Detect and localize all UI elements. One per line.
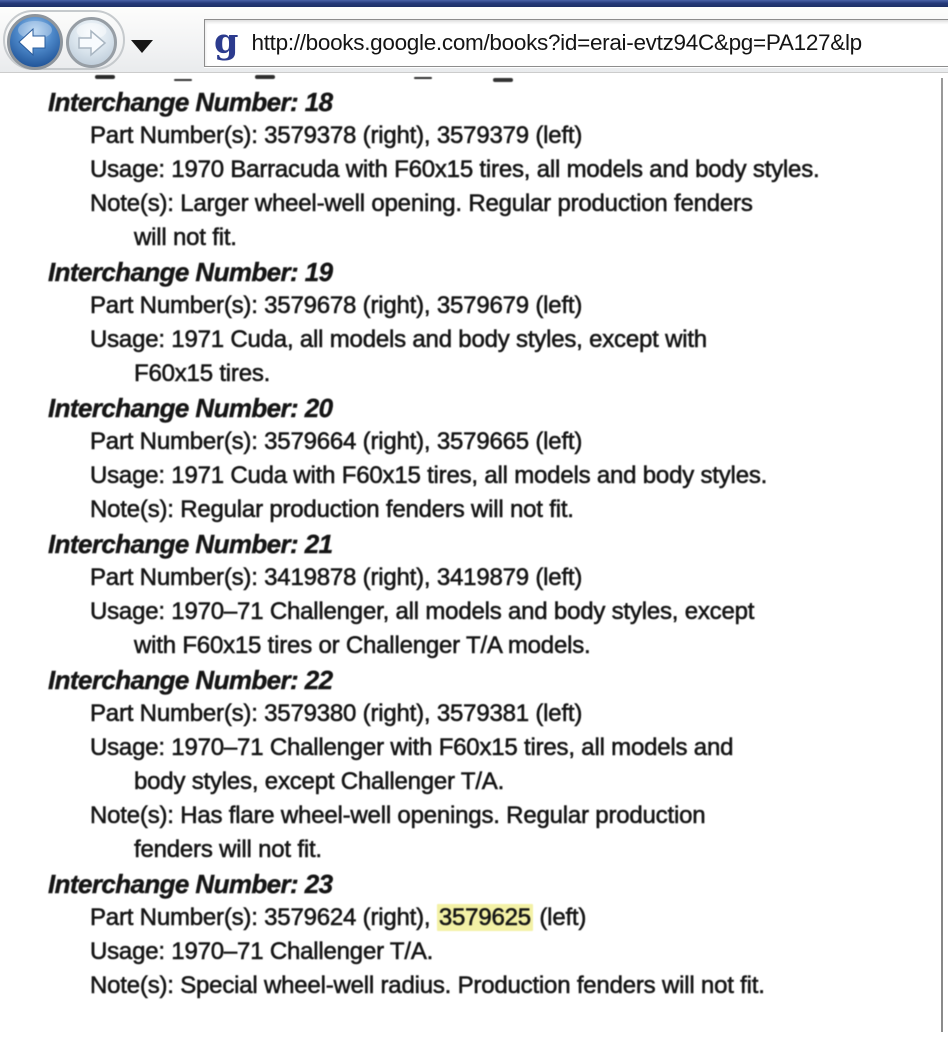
book-page-scan: [0, 74, 940, 1050]
usage-line: Usage: 1970–71 Challenger with F60x15 tires, all models and: [90, 734, 734, 761]
forward-button[interactable]: [65, 16, 118, 69]
usage-line-wrap: F60x15 tires.: [134, 360, 271, 387]
part-number-line: [0, 901, 940, 935]
interchange-heading: Interchange Number: 23: [48, 869, 333, 899]
usage-line: Usage: 1970–71 Challenger T/A.: [90, 938, 434, 965]
usage-line-wrap: body styles, except Challenger T/A.: [134, 768, 505, 795]
interchange-section-23: [0, 867, 940, 1003]
part-number-line: Part Number(s): 3579380 (right), 3579381 (left): [90, 700, 583, 727]
interchange-heading: Interchange Number: 22: [48, 665, 333, 695]
browser-toolbar: [0, 7, 948, 73]
page-border-line: [941, 78, 943, 1032]
usage-line-wrap: with F60x15 tires or Challenger T/A models.: [134, 632, 591, 659]
interchange-heading: Interchange Number: 18: [48, 87, 333, 117]
interchange-heading: Interchange Number: 19: [48, 257, 333, 287]
interchange-section-22: [0, 663, 940, 867]
part-number-text: Part Number(s): 3579624 (right),: [90, 904, 437, 931]
note-line-wrap: fenders will not fit.: [134, 836, 322, 863]
interchange-section-19: [0, 255, 940, 391]
note-line-wrap: will not fit.: [134, 224, 237, 251]
interchange-section-20: [0, 391, 940, 527]
note-line: Note(s): Larger wheel-well opening. Regular production fenders: [90, 190, 753, 217]
back-button[interactable]: [6, 13, 64, 71]
note-line: Note(s): Special wheel-well radius. Production fenders will not fit.: [90, 972, 765, 999]
interchange-heading: Interchange Number: 20: [48, 393, 333, 423]
search-highlight: 3579625: [438, 904, 531, 931]
forward-arrow-icon: [65, 16, 118, 69]
interchange-section-18: [0, 85, 940, 255]
url-input[interactable]: [251, 30, 948, 56]
google-books-favicon-icon: g: [214, 21, 239, 62]
part-number-text: (left): [532, 904, 587, 931]
usage-line: Usage: 1970 Barracuda with F60x15 tires, all models and body styles.: [90, 156, 820, 183]
scan-artifacts: [95, 75, 115, 79]
interchange-section-21: [0, 527, 940, 663]
note-line: Note(s): Has flare wheel-well openings. Regular production: [90, 802, 706, 829]
part-number-line: Part Number(s): 3419878 (right), 3419879 (left): [90, 564, 583, 591]
usage-line: Usage: 1971 Cuda with F60x15 tires, all models and body styles.: [90, 462, 768, 489]
note-line: Note(s): Regular production fenders will not fit.: [90, 496, 574, 523]
window-top-border: [0, 0, 948, 7]
usage-line: Usage: 1970–71 Challenger, all models and body styles, except: [90, 598, 755, 625]
interchange-heading: Interchange Number: 21: [48, 529, 333, 559]
recent-pages-dropdown-icon[interactable]: [131, 40, 153, 53]
back-arrow-icon: [6, 13, 64, 71]
part-number-line: Part Number(s): 3579678 (right), 3579679 (left): [90, 292, 583, 319]
part-number-line: Part Number(s): 3579664 (right), 3579665 (left): [90, 428, 583, 455]
address-bar[interactable]: [204, 19, 948, 67]
usage-line: Usage: 1971 Cuda, all models and body styles, except with: [90, 326, 707, 353]
part-number-line: Part Number(s): 3579378 (right), 3579379 (left): [90, 122, 583, 149]
